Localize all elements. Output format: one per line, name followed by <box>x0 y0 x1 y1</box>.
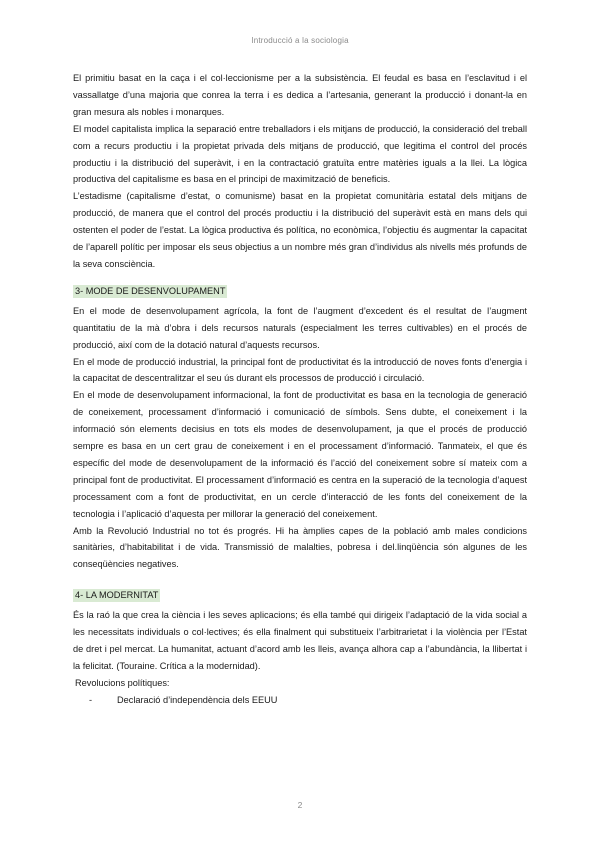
section-3-heading-row <box>73 283 527 300</box>
section-3-heading: 3- MODE DE DESENVOLUPAMENT <box>75 285 226 296</box>
paragraph-informational-mode: En el mode de desenvolupament informacional, la font de productivitat es basa en la tecnologia de generació de coneixement, processament d’informació i comunicació de símbols. Sens dubte, el coneixement i la informació són elements decisius en tots els modes de desenvolupament, ja que el procés de producció sempre es basa en un cert grau de coneixement i en el processament d’informació. Tanmateix, el que és específic del mode de desenvolupament de la informació és l’acció del coneixement sobre sí mateix com a principal font de productivitat. El processament d’informació es centra en la superació de la tecnologia d’aquest processament com a font de productivitat, en un cercle d’interacció de les fonts del coneixement de la tecnologia i l’aplicació d’aquesta per millorar la generació del coneixement. <box>73 390 527 519</box>
paragraph-modernity-reason: És la raó la que crea la ciència i les seves aplicacions; és ella també qui dirigeix l’adaptació de la vida social a les necessitats individuals o col·lectives; és ella finalment qui substitueix l’arbitrarietat i la violència per l’Estat de dret i pel mercat. La humanitat, actuant d’acord amb les lleis, avança alhora cap a l’abundància, la llibertat i la felicitat. (Touraine. Crítica a la modernidad). <box>73 610 527 671</box>
document-body <box>73 70 527 709</box>
running-header: Introducció a la sociologia <box>251 36 349 45</box>
page-number: 2 <box>297 800 303 810</box>
list-item <box>73 692 527 709</box>
paragraph-capitalist-model: El model capitalista implica la separació entre treballadors i els mitjans de producció, la consideració del treball com a recurs productiu i la propietat privada dels mitjans de producció, que legitima el control del procés productiu i la distribució del superàvit, i en la contractació gratuïta entre matèries iguals a la llei. La lògica productiva del capitalisme es basa en el principi de maximització de beneficis. <box>73 123 527 185</box>
paragraph-industrial-revolution: Amb la Revolució Industrial no tot és progrés. Hi ha àmplies capes de la població amb males condicions sanitàries, d’habitabilitat i de vida. Transmissió de malalties, pobresa i del.linqüència són algunes de les conseqüències negatives. <box>73 525 527 570</box>
section-4-heading-row <box>73 587 527 604</box>
paragraph-agricultural-mode: En el mode de desenvolupament agrícola, la font de l’augment d’excedent és el resultat de l’augment quantitatiu de la mà d’obra i dels recursos naturals (especialment les terres cultivables) en el procés de producció, així com de la dotació natural d’aquests recursos. <box>73 305 527 350</box>
paragraph-industrial-mode: En el mode de producció industrial, la principal font de productivitat és la introducció de noves fonts d’energia i la capacitat de descentralitzar el seu ús durant els processos de producció i circulació. <box>73 356 527 384</box>
paragraph-statism: L’estadisme (capitalisme d’estat, o comunisme) basat en la propietat comunitària estatal dels mitjans de producció, de manera que el control del procés productiu i la distribució del superàvit està en mans dels qui ostenten el poder de l’estat. La lògica productiva és política, no econòmica, l’objectiu és augmentar la capacitat de l’aparell polític per imposar els seus objectius a un nombre més gran d’individus als nivells més profunds de la seva consciència. <box>73 191 527 269</box>
list-item-text: Declaració d’independència dels EEUU <box>117 694 278 705</box>
section-4-heading: 4- LA MODERNITAT <box>75 590 159 601</box>
political-revolutions-label: Revolucions polítiques: <box>75 677 170 688</box>
bullet-marker: - <box>89 694 93 705</box>
paragraph-primitive-feudal: El primitiu basat en la caça i el col·leccionisme per a la subsistència. El feudal es basa en l’esclavitud i el vassallatge d’una majoria que conrea la terra i es dedica a l’artesania, generant la producció i donant-la en gran mesura als nobles i monarques. <box>73 73 527 117</box>
